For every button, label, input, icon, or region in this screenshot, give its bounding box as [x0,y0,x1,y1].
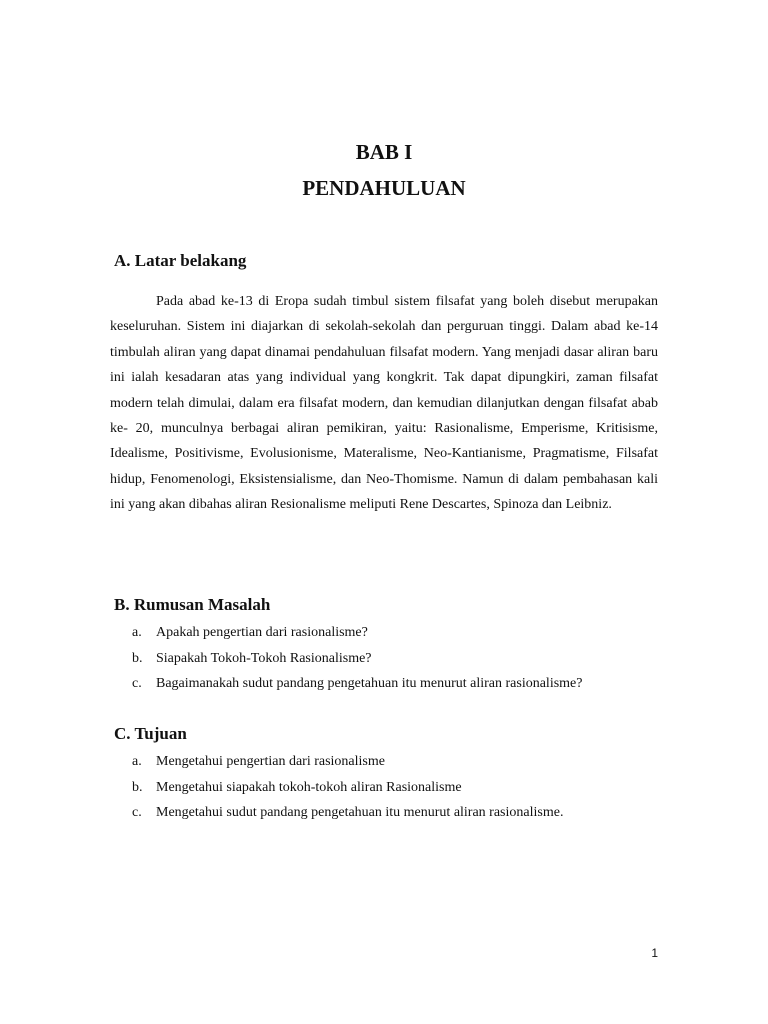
list-item [132,749,563,775]
chapter-number: BAB I [355,140,413,164]
list-marker: b. [132,779,143,795]
objectives-list [132,749,563,826]
page-number: 1 [651,946,658,960]
list-item-text: Siapakah Tokoh-Tokoh Rasionalisme? [156,650,372,666]
section-heading-latar-belakang: A. Latar belakang [114,251,247,270]
problem-statement-list [132,620,582,697]
list-item [132,775,563,801]
list-marker: c. [132,805,142,821]
list-marker: c. [132,676,142,692]
list-marker: a. [132,625,142,640]
section-heading-rumusan-masalah: B. Rumusan Masalah [114,595,271,614]
list-marker: a. [132,754,142,769]
section-heading-tujuan: C. Tujuan [114,724,187,743]
list-item [132,620,582,646]
list-item-text: Mengetahui sudut pandang pengetahuan itu menurut aliran rasionalisme. [156,805,564,821]
list-marker: b. [132,650,143,666]
list-item-text: Bagaimanakah sudut pandang pengetahuan itu menurut aliran rasionalisme? [156,676,583,692]
chapter-title: PENDAHULUAN [302,176,466,200]
list-item [132,800,563,826]
list-item [132,646,582,672]
list-item-text: Mengetahui pengertian dari rasionalisme [156,754,385,769]
list-item [132,671,582,697]
background-paragraph: Pada abad ke-13 di Eropa sudah timbul sistem filsafat yang boleh disebut merupakan keseluruhan. Sistem ini diajarkan di sekolah-sekolah dan perguruan tinggi. Dalam abad ke-14 timbulah aliran yang dapat dinamai pendahuluan filsafat modern. Yang menjadi dasar aliran baru ini ialah kesadaran atas yang individual yang kongkrit. Tak dapat dipungkiri, zaman filsafat modern telah dimulai, dalam era filsafat modern, dan kemudian dilanjutkan dengan filsafat abab ke- 20, munculnya berbagai aliran pemikiran, yaitu: Rasionalisme, Emperisme, Kritisisme, Idealisme, Positivisme, Evolusionisme, Materalisme, Neo-Kantianisme, Pragmatisme, Filsafat hidup, Fenomenologi, Eksistensialisme, dan Neo-Thomisme. Namun di dalam pembahasan kali ini yang akan dibahas aliran Resionalisme meliputi Rene Descartes, Spinoza dan Leibniz. [110,294,658,513]
list-item-text: Apakah pengertian dari rasionalisme? [156,625,368,640]
list-item-text: Mengetahui siapakah tokoh-tokoh aliran Rasionalisme [156,779,462,795]
